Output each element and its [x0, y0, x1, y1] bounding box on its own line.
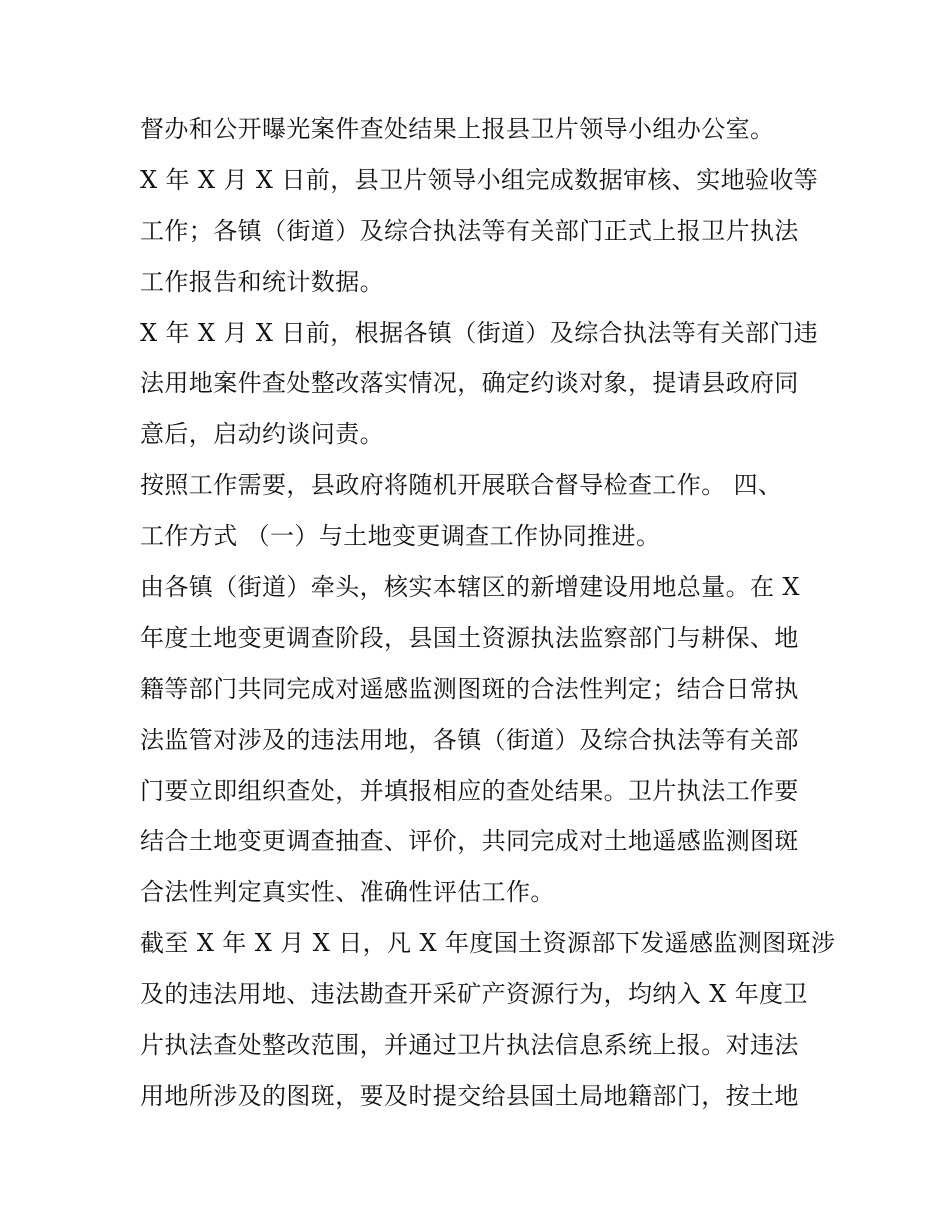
text-line: 门要立即组织查处，并填报相应的查处结果。卫片执法工作要 [140, 776, 799, 805]
text-line: 年度土地变更调查阶段，县国土资源执法监察部门与耕保、地 [140, 623, 799, 652]
text-line: 结合土地变更调查抽查、评价，共同完成对土地遥感监测图斑 [140, 827, 799, 856]
text-line: 合法性判定真实性、准确性评估工作。 [140, 878, 555, 907]
text-line: 督办和公开曝光案件查处结果上报县卫片领导小组办公室。 [140, 115, 775, 143]
text-line: 截至 X 年 X 月 X 日，凡 X 年度国土资源部下发遥感监测图斑涉 [140, 929, 836, 958]
text-line: 片执法查处整改范围，并通过卫片执法信息系统上报。对违法 [140, 1031, 799, 1060]
text-line: 用地所涉及的图斑，要及时提交给县国土局地籍部门，按土地 [140, 1081, 799, 1110]
document-body [140, 104, 836, 1122]
text-line: 及的违法用地、违法勘查开采矿产资源行为，均纳入 X 年度卫 [140, 980, 808, 1009]
text-line: 意后，启动约谈问责。 [140, 420, 384, 449]
text-line: 工作方式 （一）与土地变更调查工作协同推进。 [140, 522, 661, 551]
text-line: X 年 X 月 X 日前，县卫片领导小组完成数据审核、实地验收等 [140, 165, 819, 194]
text-line: 法用地案件查处整改落实情况，确定约谈对象，提请县政府同 [140, 369, 799, 398]
text-line: 工作报告和统计数据。 [140, 267, 384, 296]
text-line: 由各镇（街道）牵头，核实本辖区的新增建设用地总量。在 X [140, 573, 800, 602]
text-line: 籍等部门共同完成对遥感监测图斑的合法性判定；结合日常执 [140, 674, 799, 703]
text-line: 法监管对涉及的违法用地，各镇（街道）及综合执法等有关部 [140, 725, 799, 754]
text-line: X 年 X 月 X 日前，根据各镇（街道）及综合执法等有关部门违 [140, 318, 819, 347]
text-line: 按照工作需要，县政府将随机开展联合督导检查工作。 四、 [140, 471, 783, 500]
text-line: 工作；各镇（街道）及综合执法等有关部门正式上报卫片执法 [140, 216, 799, 245]
